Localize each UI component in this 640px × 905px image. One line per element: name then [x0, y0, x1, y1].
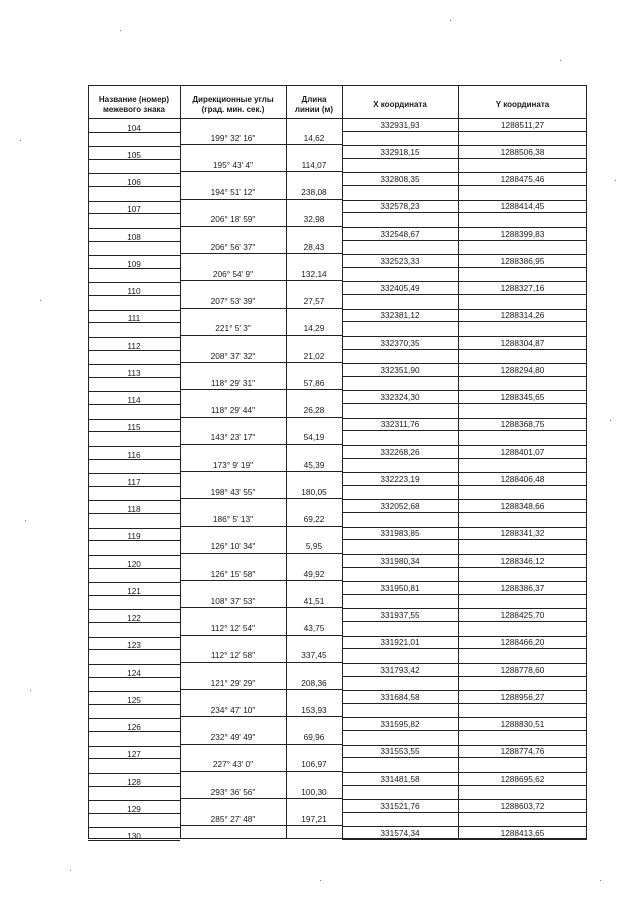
row-border: [180, 199, 342, 200]
y-coordinate: 1288386,37: [500, 582, 545, 593]
direction-angle: 112° 12' 54": [210, 623, 256, 633]
y-coordinate: 1288399,83: [500, 228, 545, 239]
direction-angle: 285° 27' 48": [210, 813, 256, 824]
row-border: [88, 813, 180, 814]
scan-speck: [30, 690, 31, 691]
y-coordinate: 1288774,76: [500, 746, 545, 757]
row-border: [88, 773, 180, 774]
point-name: 120: [127, 558, 141, 569]
row-border: [342, 812, 587, 813]
row-border: [88, 213, 180, 214]
x-coordinate: 332223,19: [380, 473, 420, 484]
point-name: 130: [127, 831, 141, 841]
point-name: 117: [127, 476, 141, 487]
y-coordinate: 1288475,46: [500, 174, 545, 184]
row-border: [88, 255, 180, 256]
scan-speck: [610, 420, 611, 421]
row-border: [88, 746, 180, 747]
point-name: 111: [127, 313, 141, 324]
row-border: [88, 528, 180, 529]
line-length: 132,14: [301, 268, 327, 279]
row-border: [342, 485, 587, 486]
row-border: [88, 282, 180, 283]
point-name: 113: [127, 367, 141, 378]
row-border: [180, 716, 342, 717]
row-border: [88, 337, 180, 338]
row-border: [342, 212, 587, 213]
point-name: 123: [127, 640, 141, 651]
row-border: [88, 459, 180, 460]
row-border: [180, 635, 342, 636]
line-length: 26,28: [303, 405, 325, 415]
y-coordinate: 1288414,45: [500, 201, 545, 212]
x-coordinate: 332918,15: [380, 146, 420, 157]
row-border: [342, 703, 587, 704]
row-border: [88, 419, 180, 420]
y-coordinate: 1288425,70: [500, 610, 545, 620]
row-border: [180, 580, 342, 581]
x-coordinate: 332578,23: [380, 201, 420, 212]
point-name: 106: [127, 177, 141, 187]
x-coordinate: 332052,68: [380, 501, 420, 511]
scan-speck: [320, 880, 321, 881]
direction-angle: 207° 53' 39": [210, 296, 256, 306]
scan-speck: [20, 140, 21, 141]
point-name: 114: [127, 395, 141, 405]
direction-angle: 118° 29' 44": [210, 405, 256, 415]
row-border: [342, 185, 587, 186]
point-name: 115: [127, 422, 141, 433]
row-border: [88, 186, 180, 187]
row-border: [180, 771, 342, 772]
row-border: [180, 744, 342, 745]
y-coordinate: 1288401,07: [500, 446, 545, 457]
x-coordinate: 331921,01: [380, 637, 420, 648]
x-coordinate: 332523,33: [380, 255, 420, 266]
row-border: [180, 253, 342, 254]
y-coordinate: 1288345,65: [500, 392, 545, 402]
row-border: [88, 718, 180, 719]
row-border: [88, 513, 180, 514]
row-border: [88, 228, 180, 229]
row-border: [88, 500, 180, 501]
row-border: [342, 594, 587, 595]
x-coordinate: 331481,58: [380, 773, 420, 784]
row-border: [88, 173, 180, 174]
row-border: [88, 473, 180, 474]
direction-angle: 293° 36' 56": [210, 786, 256, 797]
point-name: 125: [127, 694, 141, 705]
row-border: [180, 308, 342, 309]
row-border: [88, 664, 180, 665]
row-border: [342, 294, 587, 295]
y-coordinate: 1288603,72: [500, 800, 545, 811]
line-length: 27,57: [303, 296, 325, 306]
row-border: [88, 159, 180, 160]
direction-angle: 143° 23' 17": [210, 432, 256, 443]
point-name: 116: [127, 449, 141, 460]
row-border: [342, 349, 587, 350]
row-border: [342, 621, 587, 622]
y-coordinate: 1288368,75: [500, 419, 545, 430]
row-border: [88, 840, 180, 841]
y-coordinate: 1288506,38: [500, 146, 545, 157]
row-border: [180, 144, 342, 145]
point-name: 110: [127, 286, 141, 296]
x-coordinate: 332405,49: [380, 283, 420, 293]
y-coordinate: 1288413,65: [500, 828, 545, 838]
row-border: [180, 498, 342, 499]
y-coordinate: 1288406,48: [500, 473, 545, 484]
x-coordinate: 332351,90: [380, 364, 420, 375]
row-border: [88, 731, 180, 732]
row-border: [180, 444, 342, 445]
row-border: [88, 322, 180, 323]
x-coordinate: 331950,81: [380, 582, 420, 593]
row-border: [88, 310, 180, 311]
row-border: [88, 446, 180, 447]
y-coordinate: 1288466,20: [500, 637, 545, 648]
row-border: [88, 582, 180, 583]
row-border: [88, 364, 180, 365]
row-border: [180, 389, 342, 390]
table-top-border: [88, 85, 587, 86]
row-border: [88, 622, 180, 623]
x-coordinate: 331980,34: [380, 555, 420, 566]
direction-angle: 126° 10' 34": [210, 541, 256, 552]
row-border: [180, 825, 342, 826]
point-name: 118: [127, 504, 141, 514]
line-length: 5,95: [305, 541, 323, 552]
line-length: 180,05: [301, 486, 327, 497]
point-name: 124: [127, 667, 141, 678]
line-length: 14,29: [303, 323, 325, 334]
line-length: 69,22: [303, 514, 325, 524]
point-name: 126: [127, 722, 141, 732]
line-length: 100,30: [301, 786, 327, 797]
row-border: [342, 567, 587, 568]
scan-speck: [25, 520, 26, 521]
line-length: 197,21: [301, 813, 327, 824]
scan-speck: [615, 180, 616, 181]
row-border: [342, 458, 587, 459]
header-point-name: Название (номер) межевого знака: [98, 95, 170, 114]
scan-speck: [450, 20, 451, 21]
row-border: [342, 539, 587, 540]
x-coordinate: 332808,35: [380, 174, 420, 184]
x-coordinate: 332370,35: [380, 337, 420, 348]
point-name: 108: [127, 231, 141, 242]
direction-angle: 198° 43' 55": [210, 486, 256, 497]
point-name: 122: [127, 613, 141, 623]
line-length: 69,96: [303, 732, 325, 742]
row-border: [180, 417, 342, 418]
row-border: [88, 595, 180, 596]
row-border: [88, 241, 180, 242]
direction-angle: 206° 54' 9": [212, 268, 254, 279]
direction-angle: 112° 12' 58": [210, 650, 256, 661]
row-border: [88, 295, 180, 296]
row-border: [180, 226, 342, 227]
x-coordinate: 331684,58: [380, 691, 420, 702]
line-length: 45,39: [303, 459, 325, 470]
direction-angle: 232° 49' 49": [210, 732, 256, 742]
row-border: [88, 786, 180, 787]
y-coordinate: 1288830,51: [500, 719, 545, 729]
row-border: [342, 158, 587, 159]
scan-speck: [600, 880, 601, 881]
line-length: 43,75: [303, 623, 325, 633]
direction-angle: 173° 9' 19": [212, 459, 254, 470]
point-name: 104: [127, 122, 141, 133]
direction-angle: 121° 29' 29": [210, 677, 256, 688]
line-length: 337,45: [301, 650, 327, 661]
row-border: [180, 798, 342, 799]
point-name: 112: [127, 340, 141, 351]
line-length: 14,62: [303, 132, 325, 143]
row-border: [342, 430, 587, 431]
row-border: [180, 689, 342, 690]
row-border: [180, 171, 342, 172]
scan-speck: [560, 60, 561, 61]
row-border: [180, 335, 342, 336]
y-coordinate: 1288341,32: [500, 528, 545, 539]
scan-speck: [70, 870, 71, 871]
y-coordinate: 1288314,26: [500, 310, 545, 321]
x-coordinate: 331595,82: [380, 719, 420, 729]
row-border: [88, 691, 180, 692]
x-coordinate: 331983,85: [380, 528, 420, 539]
row-border: [88, 201, 180, 202]
x-coordinate: 332268,26: [380, 446, 420, 457]
x-coordinate: 331521,76: [380, 800, 420, 811]
table-bottom-border: [88, 838, 587, 839]
row-border: [88, 132, 180, 133]
direction-angle: 186° 5' 13": [212, 514, 254, 524]
row-border: [180, 280, 342, 281]
row-border: [88, 268, 180, 269]
row-border: [88, 827, 180, 828]
row-border: [88, 350, 180, 351]
row-border: [342, 757, 587, 758]
row-border: [88, 800, 180, 801]
header-y-coordinate: Y координата: [495, 100, 550, 109]
row-border: [88, 758, 180, 759]
row-border: [180, 471, 342, 472]
row-border: [180, 662, 342, 663]
point-name: 105: [127, 149, 141, 160]
row-border: [342, 648, 587, 649]
header-direction-angle: Дирекционные углы (град. мин. сек.): [192, 95, 274, 114]
row-border: [88, 146, 180, 147]
y-coordinate: 1288294,80: [500, 364, 545, 375]
line-length: 41,51: [303, 595, 325, 606]
y-coordinate: 1288348,66: [500, 501, 545, 511]
direction-angle: 126° 15' 58": [210, 568, 256, 579]
y-coordinate: 1288956,27: [500, 691, 545, 702]
direction-angle: 206° 56' 37": [210, 241, 256, 252]
row-border: [88, 568, 180, 569]
x-coordinate: 332324,30: [380, 392, 420, 402]
row-border: [180, 607, 342, 608]
x-coordinate: 332548,67: [380, 228, 420, 239]
row-border: [88, 404, 180, 405]
y-coordinate: 1288511,27: [500, 119, 545, 130]
point-name: 129: [127, 803, 141, 814]
row-border: [342, 403, 587, 404]
row-border: [88, 637, 180, 638]
row-border: [88, 540, 180, 541]
row-border: [180, 553, 342, 554]
direction-angle: 199° 32' 16": [210, 132, 256, 143]
row-border: [342, 131, 587, 132]
y-coordinate: 1288346,12: [500, 555, 545, 566]
line-length: 28,43: [303, 241, 325, 252]
line-length: 153,93: [301, 704, 327, 715]
row-border: [342, 785, 587, 786]
point-name: 121: [127, 585, 141, 596]
line-length: 114,07: [301, 159, 327, 170]
direction-angle: 194° 51' 12": [210, 187, 256, 197]
point-name: 128: [127, 776, 141, 787]
y-coordinate: 1288304,87: [500, 337, 545, 348]
row-border: [88, 391, 180, 392]
direction-angle: 108° 37' 53": [210, 595, 256, 606]
header-x-coordinate: X координата: [373, 100, 427, 109]
row-border: [88, 677, 180, 678]
direction-angle: 234° 47' 10": [210, 704, 256, 715]
y-coordinate: 1288695,62: [500, 773, 545, 784]
header-line-length: Длина линии (м): [294, 95, 334, 114]
row-border: [88, 431, 180, 432]
point-name: 107: [127, 204, 141, 215]
point-name: 119: [127, 531, 141, 542]
row-border: [342, 376, 587, 377]
direction-angle: 221° 5' 3": [215, 323, 251, 334]
direction-angle: 227° 43' 0": [212, 759, 254, 770]
row-border: [88, 649, 180, 650]
x-coordinate: 332311,76: [380, 419, 420, 430]
line-length: 57,86: [303, 377, 325, 388]
row-border: [342, 512, 587, 513]
coordinates-table: [88, 85, 587, 839]
row-border: [342, 676, 587, 677]
row-border: [180, 362, 342, 363]
row-border: [342, 267, 587, 268]
line-length: 21,02: [303, 350, 325, 361]
y-coordinate: 1288327,16: [500, 283, 545, 293]
scan-speck: [120, 30, 121, 31]
x-coordinate: 331574,34: [380, 828, 420, 838]
row-border: [88, 377, 180, 378]
direction-angle: 208° 37' 32": [210, 350, 256, 361]
row-border: [88, 704, 180, 705]
row-border: [342, 321, 587, 322]
direction-angle: 118° 29' 31": [210, 377, 256, 388]
y-coordinate: 1288386,95: [500, 255, 545, 266]
point-name: 127: [127, 749, 141, 760]
scan-speck: [40, 300, 41, 301]
x-coordinate: 332931,93: [380, 119, 420, 130]
x-coordinate: 332381,12: [380, 310, 420, 321]
line-length: 238,08: [301, 187, 327, 197]
direction-angle: 195° 43' 4": [212, 159, 254, 170]
line-length: 32,98: [303, 214, 325, 225]
line-length: 49,92: [303, 568, 325, 579]
point-name: 109: [127, 258, 141, 269]
x-coordinate: 331553,55: [380, 746, 420, 757]
x-coordinate: 331793,42: [380, 664, 420, 675]
y-coordinate: 1288778,60: [500, 664, 545, 675]
line-length: 208,36: [301, 677, 327, 688]
row-border: [88, 555, 180, 556]
row-border: [342, 240, 587, 241]
x-coordinate: 331937,55: [380, 610, 420, 620]
row-border: [88, 486, 180, 487]
row-border: [342, 730, 587, 731]
row-border: [180, 526, 342, 527]
line-length: 54,19: [303, 432, 325, 443]
line-length: 106,97: [301, 759, 327, 770]
row-border: [342, 839, 587, 840]
row-border: [88, 609, 180, 610]
direction-angle: 206° 18' 59": [210, 214, 256, 225]
